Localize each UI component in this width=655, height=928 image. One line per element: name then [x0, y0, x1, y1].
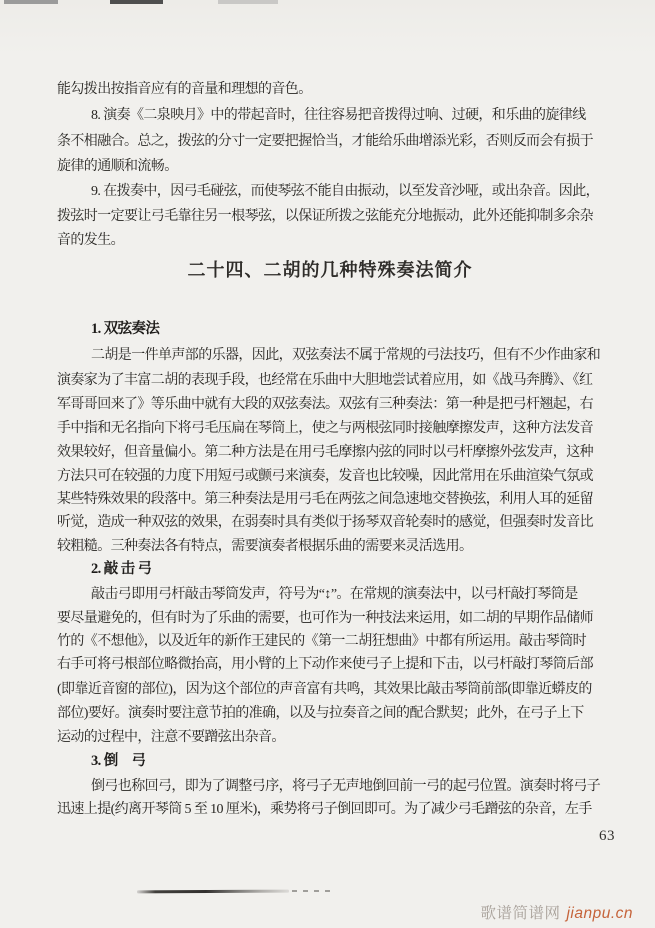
- scan-artifact-bar: [110, 0, 163, 4]
- text-line: 敲击弓即用弓杆敲击琴筒发声，符号为“↕”。在常规的演奏法中，以弓杆敲打琴筒是: [91, 587, 578, 602]
- text-line: 军哥哥回来了》等乐曲中就有大段的双弦奏法。双弦有三种奏法：第一种是把弓杆翘起，右: [57, 397, 593, 412]
- text-line: 手中指和无名指向下将弓毛压扁在琴筒上，使之与两根弦同时接触摩擦发声，这种方法发音: [57, 421, 593, 436]
- section-heading: 1. 双弦奏法: [91, 321, 160, 337]
- scan-smudge-mark: [137, 890, 289, 893]
- section-heading: 2. 敲 击 弓: [91, 561, 152, 577]
- text-line: (即靠近音窗的部位)，因为这个部位的声音富有共鸣，其效果比敲击琴筒前部(即靠近蟒皮的: [57, 682, 592, 697]
- text-line: 8. 演奏《二泉映月》中的带起音时，往往容易把音拨得过响、过硬，和乐曲的旋律线: [91, 108, 586, 123]
- section-heading: 3. 倒 弓: [91, 753, 146, 769]
- text-line: 运动的过程中，注意不要蹭弦出杂音。: [57, 730, 285, 745]
- text-line: 条不相融合。总之，拨弦的分寸一定要把握恰当，才能给乐曲增添光彩，否则反而会有损于: [57, 134, 593, 149]
- text-line: 演奏家为了丰富二胡的表现手段，也经常在乐曲中大胆地尝试着应用，如《战马奔腾》、《红: [57, 373, 593, 388]
- text-line: 迅速上提(约离开琴筒 5 至 10 厘米)，乘势将弓子倒回即可。为了减少弓毛蹭弦的杂音，左手: [57, 802, 592, 817]
- scan-artifact-bar: [4, 0, 58, 4]
- text-line: 听觉，造成一种双弦的效果，在弱奏时具有类似于扬琴双音轮奏时的感觉，但强奏时发音比: [57, 515, 593, 530]
- scan-artifact-bar: [218, 0, 278, 4]
- scan-smudge-dots: [292, 890, 330, 892]
- text-line: 要尽量避免的，但有时为了乐曲的需要，也可作为一种技法来运用，如二胡的早期作品储师: [57, 611, 593, 626]
- text-line: 竹的《不想他》，以及近年的新作王建民的《第一二胡狂想曲》中都有所运用。敲击琴筒时: [57, 634, 586, 649]
- watermark-site-name: 歌谱简谱网: [480, 905, 561, 922]
- text-line: 较粗糙。三种奏法各有特点，需要演奏者根据乐曲的需要来灵活选用。: [57, 539, 473, 554]
- text-line: 9. 在拨奏中，因弓毛碰弦，而使琴弦不能自由振动，以至发音沙哑，或出杂音。因此，: [91, 184, 599, 199]
- watermark: [480, 901, 633, 923]
- text-line: 倒弓也称回弓，即为了调整弓序，将弓子无声地倒回前一弓的起弓位置。演奏时将弓子: [91, 779, 601, 794]
- text-line: 某些特殊效果的段落中。第三种奏法是用弓毛在两弦之间急速地交替换弦，利用人耳的延留: [57, 492, 593, 507]
- chapter-heading: 二十四、二胡的几种特殊奏法简介: [187, 260, 473, 280]
- text-line: 能勾拨出按指音应有的音量和理想的音色。: [57, 82, 312, 97]
- text-line: 右手可将弓根部位略微抬高，用小臂的上下动作来使弓子上提和下击，以弓杆敲打琴筒后部: [57, 657, 593, 672]
- text-line: 旋律的通顺和流畅。: [57, 159, 178, 174]
- text-line: 二胡是一件单声部的乐器，因此，双弦奏法不属于常规的弓法技巧，但有不少作曲家和: [91, 348, 601, 363]
- page-number: 63: [599, 828, 615, 844]
- text-line: 效果较好，但音量偏小。第二种方法是在用弓毛摩擦内弦的同时以弓杆摩擦外弦发声，这种: [57, 445, 593, 460]
- watermark-url: jianpu.cn: [566, 905, 633, 922]
- text-line: 方法只可在较强的力度下用短弓或颤弓来演奏，发音也比较噪，因此常用在乐曲渲染气氛或: [57, 469, 593, 484]
- text-line: 部位)要好。演奏时要注意节拍的准确，以及与拉奏音之间的配合默契；此外，在弓子上下: [57, 706, 584, 721]
- text-line: 拨弦时一定要让弓毛靠往另一根琴弦，以保证所拨之弦能充分地振动，此外还能抑制多余杂: [57, 209, 593, 224]
- text-line: 音的发生。: [57, 233, 124, 248]
